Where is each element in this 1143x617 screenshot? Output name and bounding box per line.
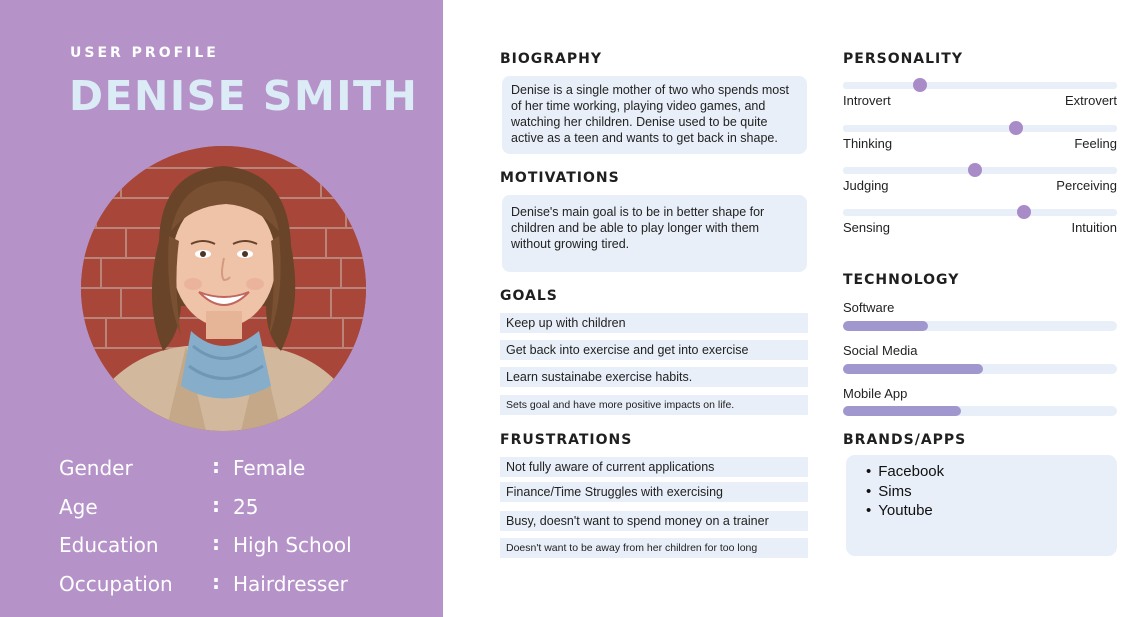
biography-title: BIOGRAPHY (500, 51, 603, 67)
fact-colon: : (212, 569, 220, 594)
scale-track (843, 209, 1117, 216)
scale-knob (913, 78, 927, 92)
fact-age (59, 491, 439, 530)
brand-item: • Facebook (866, 462, 944, 482)
tech-label: Mobile App (843, 386, 908, 401)
frustration-item: Finance/Time Struggles with exercising (500, 482, 808, 502)
fact-label: Education (59, 533, 159, 557)
goal-item: Sets goal and have more positive impacts on life. (500, 395, 808, 415)
tech-bar-mobile-app (843, 406, 1117, 416)
brands-list (866, 462, 944, 521)
fact-gender (59, 452, 439, 491)
goals-title: GOALS (500, 288, 558, 304)
scale-right-label: Intuition (1071, 220, 1117, 235)
motivations-title: MOTIVATIONS (500, 170, 620, 186)
scale-right-label: Extrovert (1064, 93, 1117, 108)
goal-item: Keep up with children (500, 313, 808, 333)
scale-left-label: Thinking (843, 136, 893, 151)
persona-photo (81, 146, 366, 431)
scale-track (843, 125, 1117, 132)
frustration-item: Busy, doesn't want to spend money on a trainer (500, 511, 808, 531)
tech-bar-software (843, 321, 1117, 331)
goal-item: Learn sustainabe exercise habits. (500, 367, 808, 387)
scale-right-label: Perceiving (1056, 178, 1117, 193)
fact-occupation (59, 568, 439, 607)
brand-item: • Sims (866, 482, 944, 502)
goal-item: Get back into exercise and get into exercise (500, 340, 808, 360)
profile-panel (0, 0, 443, 617)
scale-knob (1009, 121, 1023, 135)
fact-value: 25 (233, 494, 259, 519)
persona-name: DENISE SMITH (69, 72, 419, 120)
brands-list-box (846, 455, 1117, 556)
tech-label: Social Media (843, 343, 918, 358)
tech-bar-fill (843, 321, 928, 331)
frustration-item: Not fully aware of current applications (500, 457, 808, 477)
tech-bar-fill (843, 406, 961, 416)
fact-label: Age (59, 494, 98, 519)
fact-label: Occupation (59, 571, 173, 596)
scale-left-label: Judging (843, 178, 889, 193)
scale-left-label: Introvert (843, 93, 891, 108)
scale-left-label: Sensing (843, 220, 890, 235)
fact-education (59, 529, 439, 568)
tech-bar-fill (843, 364, 983, 374)
persona-facts (59, 452, 439, 606)
tech-label: Software (843, 300, 895, 315)
scale-right-label: Feeling (1074, 136, 1117, 151)
motivations-text: Denise's main goal is to be in better shape for children and be able to play longer with them without growing tired. (502, 195, 807, 272)
fact-colon: : (212, 454, 220, 478)
fact-value: High School (233, 533, 352, 557)
scale-track (843, 82, 1117, 89)
tech-bar-social-media (843, 364, 1117, 374)
fact-value: Hairdresser (233, 571, 348, 596)
biography-text: Denise is a single mother of two who spends most of her time working, playing video games, and watching her children. Denise used to be quite active as a teen and wants to get back in shape. (502, 76, 807, 154)
technology-title: TECHNOLOGY (843, 272, 960, 288)
frustrations-title: FRUSTRATIONS (500, 432, 633, 448)
scale-knob (1017, 205, 1031, 219)
fact-value: Female (233, 456, 306, 480)
brands-title: BRANDS/APPS (843, 432, 967, 448)
brand-item: • Youtube (866, 501, 944, 521)
fact-colon: : (212, 531, 220, 555)
scale-knob (968, 163, 982, 177)
profile-eyebrow: USER PROFILE (70, 45, 219, 61)
fact-label: Gender (59, 456, 133, 480)
fact-colon: : (212, 492, 220, 517)
frustration-item: Doesn't want to be away from her children for too long (500, 538, 808, 558)
personality-title: PERSONALITY (843, 51, 963, 67)
